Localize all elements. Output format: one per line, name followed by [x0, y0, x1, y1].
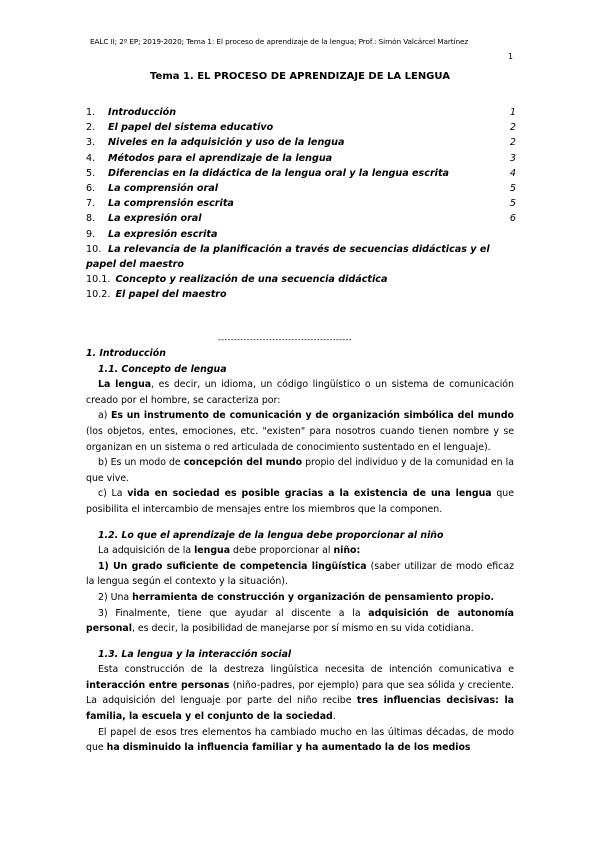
list-item: 3) Finalmente, tiene que ayudar al discente a la adquisición de autonomía personal, es decir, la posibilidad de manejarse por sí mismo en su vida cotidiana.	[86, 607, 514, 635]
list-item: 1) Un grado suficiente de competencia lingüística (saber utilizar de modo eficaz la lengua según el contexto y la situación).	[86, 560, 514, 588]
running-header: EALC II; 2º EP; 2019-2020; Tema 1: El proceso de aprendizaje de la lengua; Prof.: Simón Valcárcel Martínez	[90, 37, 469, 46]
section-heading: 1. Introducción	[86, 348, 166, 359]
toc-item	[86, 227, 516, 242]
toc-item-number: 6.	[86, 182, 96, 194]
toc-item-number: 3.	[86, 137, 96, 149]
toc-subitem-label: El papel del maestro	[115, 289, 227, 301]
list-item: b) Es un modo de concepción del mundo propio del individuo y de la comunidad en la que vive.	[86, 457, 514, 484]
paragraph: El papel de esos tres elementos ha cambiado mucho en las últimas décadas, de modo que ha disminuido la influencia familiar y ha aumentado la de los medios	[86, 726, 514, 754]
toc-item-label: Niveles en la adquisición y uso de la lengua	[108, 137, 345, 149]
toc-item-number: 5.	[86, 167, 96, 179]
toc-item	[86, 242, 516, 257]
toc-item-number: 1.	[86, 107, 96, 118]
toc-subitem	[86, 287, 516, 302]
toc-item-page: 5	[509, 182, 516, 194]
toc-item-label: La relevancia de la planificación a través de secuencias didácticas y el	[108, 243, 490, 255]
toc-item-continuation: papel del maestro	[86, 258, 184, 270]
document-title: Tema 1. EL PROCESO DE APRENDIZAJE DE LA LENGUA	[150, 71, 450, 82]
toc-item-label: La comprensión escrita	[108, 198, 234, 210]
toc-item-label: La expresión oral	[108, 213, 202, 225]
toc-subitem	[86, 272, 516, 287]
toc-item	[86, 135, 516, 150]
toc-item-page: 3	[509, 152, 516, 164]
toc-item	[86, 120, 516, 135]
toc-item-page: 5	[509, 198, 516, 210]
toc-item-label: Introducción	[108, 107, 177, 118]
toc-item-page: 1	[509, 107, 516, 118]
toc-item	[86, 196, 516, 211]
subsection-heading: 1.1. Concepto de lengua	[98, 363, 227, 375]
toc-subitem-number: 10.2.	[86, 289, 111, 301]
section-divider: ------------------------------------------	[218, 335, 352, 344]
toc-item-number: 10.	[86, 243, 102, 255]
document-body	[86, 346, 514, 756]
toc-item-label: El papel del sistema educativo	[108, 122, 274, 134]
toc-item-label: La comprensión oral	[108, 182, 218, 194]
toc-item	[86, 151, 516, 166]
toc-item	[86, 181, 516, 196]
paragraph: Esta construcción de la destreza lingüística necesita de intención comunicativa e interacción entre personas (niño-padres, por ejemplo) para que sea sólida y creciente. La adquisición del lenguaje por parte del niño recibe tres influencias decisivas: la familia, la escuela y el conjunto de la sociedad.	[86, 664, 515, 723]
page-number: 1	[508, 52, 514, 61]
list-item: 2) Una herramienta de construcción y organización de pensamiento propio.	[98, 591, 495, 603]
toc-item-number: 9.	[86, 228, 96, 240]
toc-item-page: 2	[509, 137, 516, 149]
toc-item-number: 7.	[86, 198, 96, 210]
toc-item-number: 2.	[86, 122, 96, 134]
toc-item-number: 4.	[86, 152, 96, 164]
paragraph: La lengua, es decir, un idioma, un código lingüístico o un sistema de comunicación creado por el hombre, se caracteriza por:	[86, 379, 514, 406]
table-of-contents	[86, 105, 516, 302]
list-item: c) La vida en sociedad es posible gracias a la existencia de una lengua que posibilita el intercambio de mensajes entre los miembros que la componen.	[86, 488, 515, 515]
toc-item-page: 6	[509, 213, 516, 225]
toc-item-label: La expresión escrita	[108, 228, 218, 240]
toc-item	[86, 105, 516, 120]
toc-item	[86, 166, 516, 181]
subsection-heading: 1.2. Lo que el aprendizaje de la lengua debe proporcionar al niño	[98, 529, 444, 541]
paragraph: La adquisición de la lengua debe proporcionar al niño:	[98, 545, 361, 557]
toc-item-label: Diferencias en la didáctica de la lengua oral y la lengua escrita	[108, 167, 450, 179]
toc-item-page: 4	[509, 167, 516, 179]
toc-subitem-label: Concepto y realización de una secuencia didáctica	[115, 274, 388, 286]
toc-item	[86, 211, 516, 226]
toc-item-page: 2	[509, 122, 516, 134]
toc-item-label: Métodos para el aprendizaje de la lengua	[108, 152, 333, 164]
subsection-heading: 1.3. La lengua y la interacción social	[98, 648, 292, 660]
list-item: a) Es un instrumento de comunicación y de organización simbólica del mundo (los objetos, entes, emociones, etc. "existen" para nosotros cuando tienen nombre y se organizan en un sistema o red articulada de conocimiento sustentado en el lenguaje).	[86, 410, 514, 453]
toc-subitem-number: 10.1.	[86, 274, 111, 286]
toc-item-number: 8.	[86, 213, 96, 225]
